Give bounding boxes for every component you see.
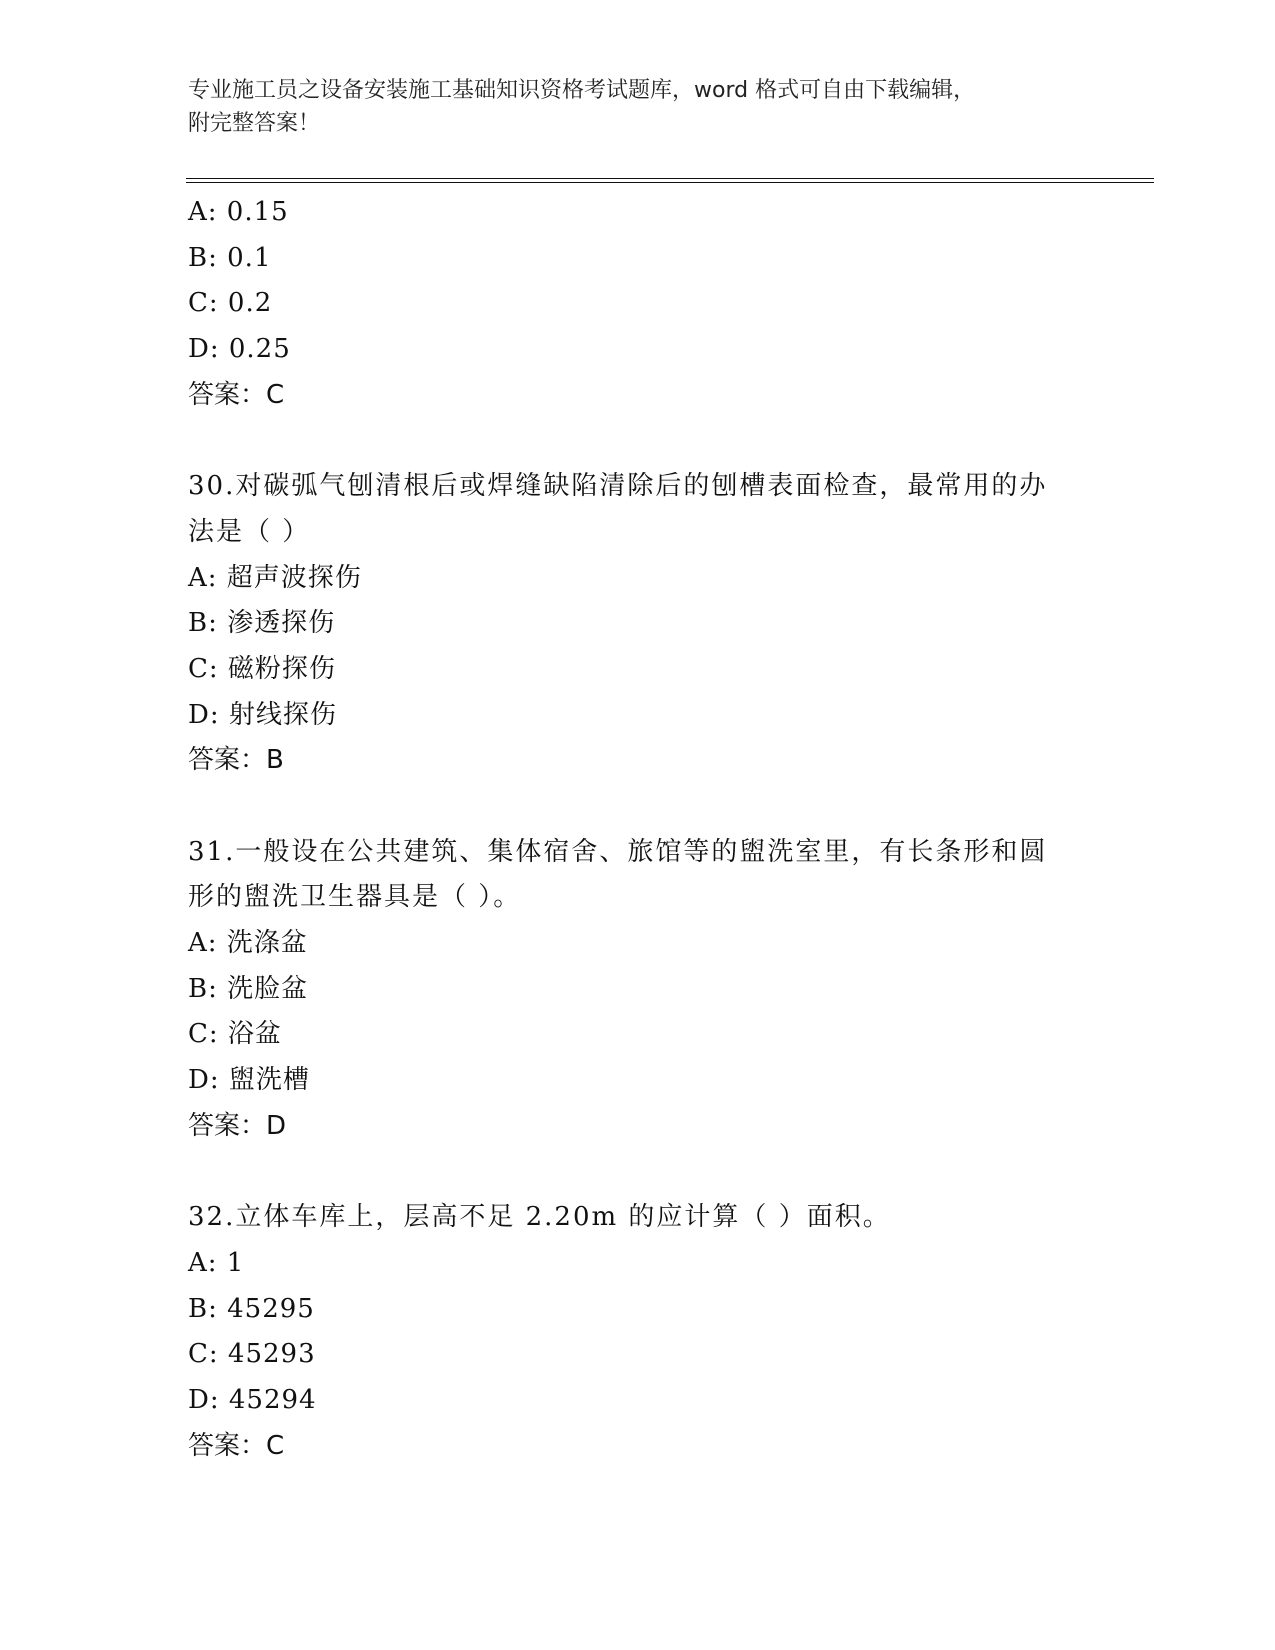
option-d: D: 45294 <box>188 1384 317 1415</box>
option-c: C: 0.2 <box>188 288 273 319</box>
question-30 <box>188 464 1088 784</box>
option-b: B: 45295 <box>188 1293 315 1324</box>
option-c: C: 磁粉探伤 <box>188 653 336 684</box>
question-text-line-1: 31.一般设在公共建筑、集体宿舍、旅馆等的盥洗室里，有长条形和圆 <box>188 836 1048 867</box>
question-text-line-2: 形的盥洗卫生器具是（ ）。 <box>188 882 522 913</box>
spacer <box>188 1149 1088 1195</box>
question-text-line-2: 法是（ ） <box>188 516 311 547</box>
option-a: A: 超声波探伤 <box>188 562 362 593</box>
header-line-1: 专业施工员之设备安装施工基础知识资格考试题库，word 格式可自由下载编辑， <box>188 78 976 103</box>
option-d: D: 射线探伤 <box>188 699 337 730</box>
option-d: D: 盥洗槽 <box>188 1065 310 1096</box>
option-b: B: 洗脸盆 <box>188 973 309 1004</box>
spacer <box>188 418 1088 464</box>
answer-line: 答案：C <box>188 379 285 410</box>
document-header <box>188 74 1068 140</box>
header-rule-top <box>186 178 1154 179</box>
option-b: B: 渗透探伤 <box>188 608 336 639</box>
question-31 <box>188 830 1088 1150</box>
answer-line: 答案：B <box>188 745 284 776</box>
option-c: C: 45293 <box>188 1339 316 1370</box>
header-line-2: 附完整答案！ <box>188 111 321 136</box>
answer-line: 答案：C <box>188 1430 285 1461</box>
option-c: C: 浴盆 <box>188 1019 282 1050</box>
option-a: A: 1 <box>188 1247 245 1278</box>
question-32 <box>188 1195 1088 1469</box>
option-a: A: 洗涤盆 <box>188 928 308 958</box>
question-text-line-1: 30.对碳弧气刨清根后或焊缝缺陷清除后的刨槽表面检查，最常用的办 <box>188 471 1048 502</box>
option-d: D: 0.25 <box>188 334 291 365</box>
option-b: B: 0.1 <box>188 242 272 273</box>
spacer <box>188 784 1088 830</box>
answer-line: 答案：D <box>188 1110 287 1141</box>
question-29 <box>188 190 1088 418</box>
question-list <box>188 190 1088 1469</box>
option-a: A: 0.15 <box>188 197 289 227</box>
header-rule-bottom <box>186 182 1154 183</box>
question-text-line-1: 32.立体车库上，层高不足 2.20m 的应计算（ ）面积。 <box>188 1202 891 1233</box>
